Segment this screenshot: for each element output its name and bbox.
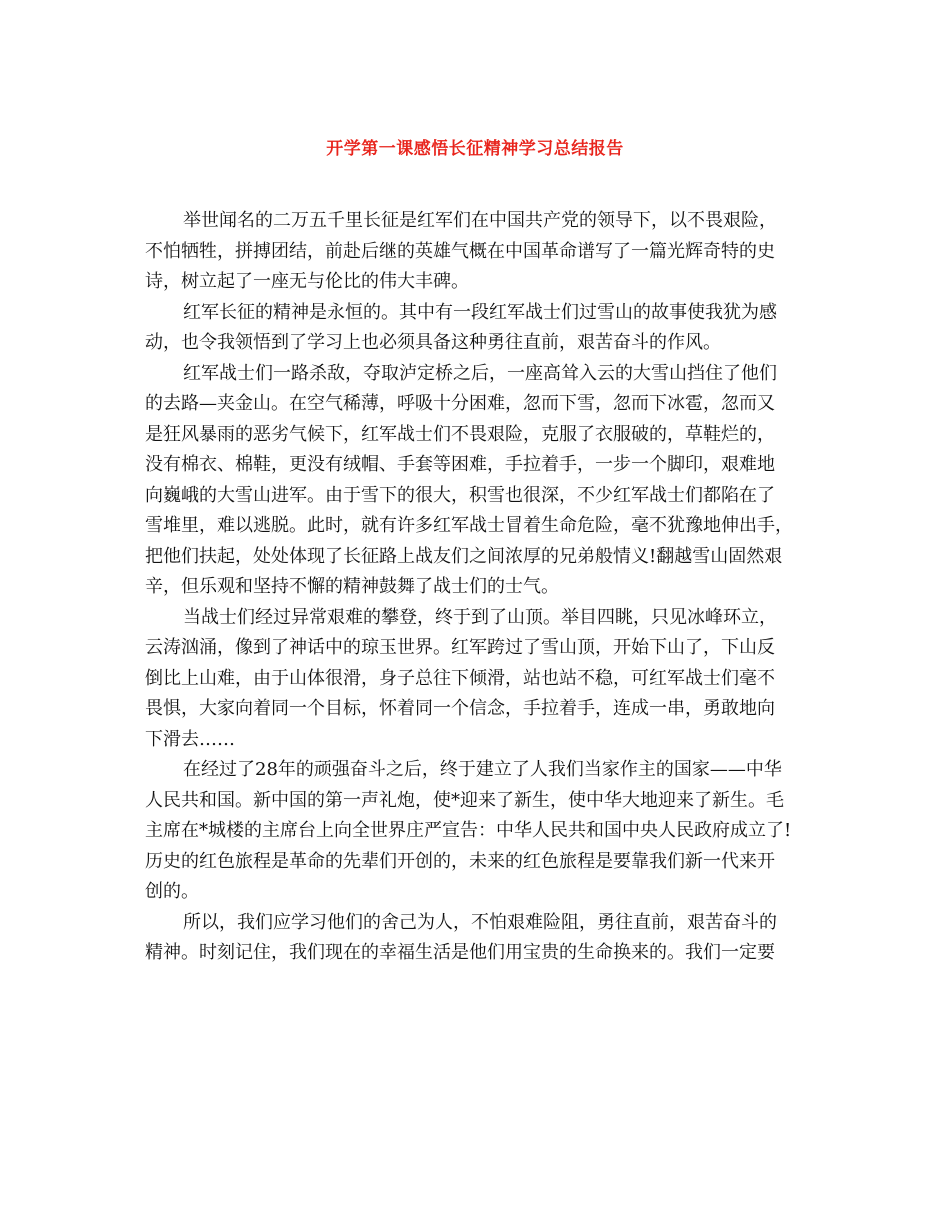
paragraph-line: 诗，树立起了一座无与伦比的伟大丰碑。 <box>145 271 469 292</box>
paragraph-line: 的去路—夹金山。在空气稀薄，呼吸十分困难，忽而下雪，忽而下冰雹，忽而又 <box>145 393 775 414</box>
paragraph-line: 畏惧，大家向着同一个目标，怀着同一个信念，手拉着手，连成一串，勇敢地向 <box>145 698 775 719</box>
paragraph-first-line: 举世闻名的二万五千里长征是红军们在中国共产党的领导下，以不畏艰险， <box>183 210 777 231</box>
paragraph-line: 历史的红色旅程是革命的先辈们开创的，未来的红色旅程是要靠我们新一代来开 <box>145 850 775 872</box>
paragraph-first-line: 红军战士们一路杀敌，夺取泸定桥之后，一座高耸入云的大雪山挡住了他们 <box>183 362 777 384</box>
paragraph-line: 云涛汹涌，像到了神话中的琼玉世界。红军跨过了雪山顶，开始下山了，下山反 <box>145 637 775 658</box>
paragraph-line: 不怕牺牲，拼搏团结，前赴后继的英雄气概在中国革命谱写了一篇光辉奇特的史 <box>145 240 775 262</box>
paragraph-line: 没有棉衣、棉鞋，更没有绒帽、手套等困难，手拉着手，一步一个脚印，艰难地 <box>145 454 775 475</box>
paragraph-line: 下滑去…… <box>145 728 235 750</box>
paragraph-line: 把他们扶起，处处体现了长征路上战友们之间浓厚的兄弟般情义!翻越雪山固然艰 <box>145 545 783 567</box>
paragraph-line: 雪堆里，难以逃脱。此时，就有许多红军战士冒着生命危险，毫不犹豫地伸出手， <box>145 515 793 536</box>
paragraph-line: 动，也令我领悟到了学习上也必须具备这种勇往直前，艰苦奋斗的作风。 <box>145 332 721 353</box>
paragraph-line: 精神。时刻记住，我们现在的幸福生活是他们用宝贵的生命换来的。我们一定要 <box>145 942 775 963</box>
paragraph-line: 是狂风暴雨的恶劣气候下，红军战士们不畏艰险，克服了衣服破的，草鞋烂的， <box>145 423 775 445</box>
paragraph-first-line: 所以，我们应学习他们的舍己为人，不怕艰难险阻，勇往直前，艰苦奋斗的 <box>183 911 777 933</box>
paragraph-line: 向巍峨的大雪山进军。由于雪下的很大，积雪也很深，不少红军战士们都陷在了 <box>145 484 775 506</box>
document-body <box>145 206 805 969</box>
paragraph-line: 辛，但乐观和坚持不懈的精神鼓舞了战士们的士气。 <box>145 576 559 597</box>
paragraph-line: 人民共和国。新中国的第一声礼炮，使*迎来了新生，使中华大地迎来了新生。毛 <box>145 789 784 811</box>
paragraph-first-line: 当战士们经过异常艰难的攀登，终于到了山顶。举目四眺，只见冰峰环立， <box>183 606 777 628</box>
paragraph-first-line: 红军长征的精神是永恒的。其中有一段红军战士们过雪山的故事使我犹为感 <box>183 301 777 323</box>
paragraph-first-line: 在经过了28年的顽强奋斗之后，终于建立了人我们当家作主的国家——中华 <box>183 759 782 780</box>
document-title: 开学第一课感悟长征精神学习总结报告 <box>326 139 624 159</box>
paragraph-line: 创的。 <box>145 881 199 902</box>
paragraph-line: 主席在*城楼的主席台上向全世界庄严宣告：中华人民共和国中央人民政府成立了! <box>145 820 792 841</box>
paragraph-line: 倒比上山难，由于山体很滑，身子总往下倾滑，站也站不稳，可红军战士们毫不 <box>145 667 775 689</box>
